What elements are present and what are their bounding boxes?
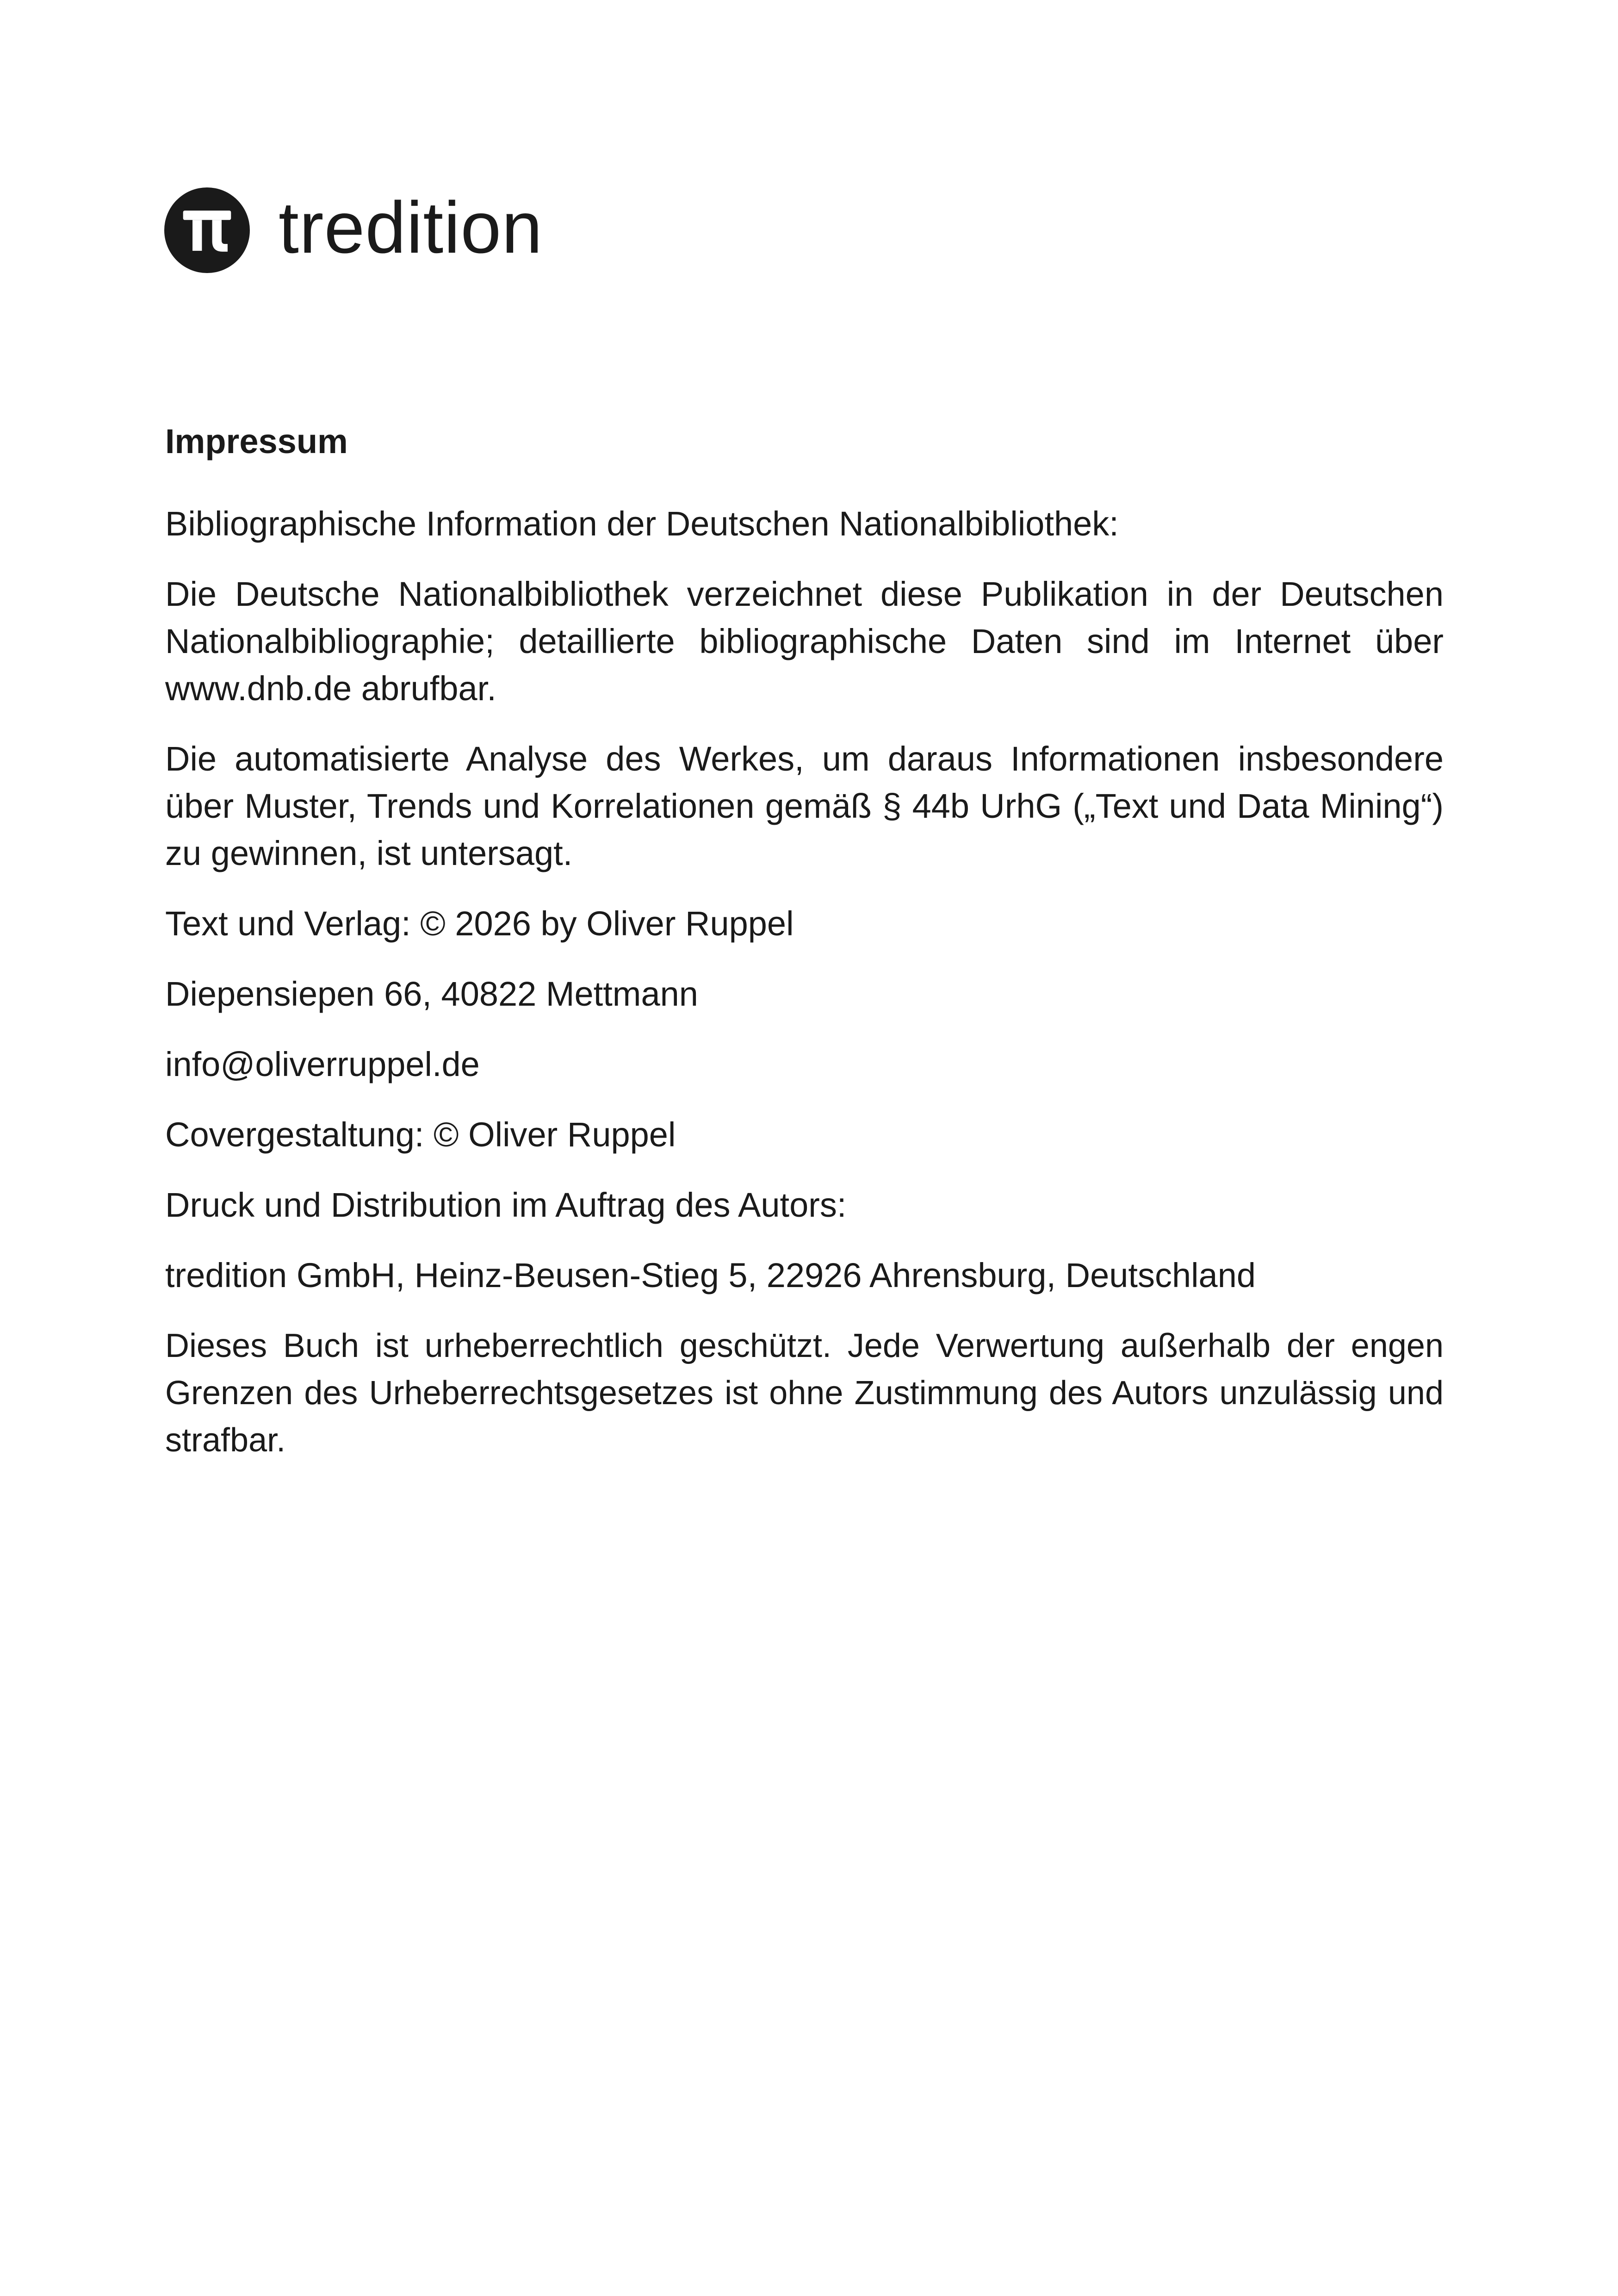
- imprint-paragraph-dnb-info: Die Deutsche Nationalbibliothek verzeichnet diese Publikation in der Deutschen Nationalbibliographie; detaillierte bibliographische Daten sind im Internet über www.dnb.de abrufbar.: [165, 575, 1444, 708]
- imprint-paragraph-distribution: Druck und Distribution im Auftrag des Autors:: [165, 1186, 847, 1224]
- imprint-content: [165, 418, 1444, 1464]
- imprint-paragraph-email: info@oliverruppel.de: [165, 1045, 480, 1083]
- imprint-paragraph-dnb-title: Bibliographische Information der Deutschen Nationalbibliothek:: [165, 504, 1119, 543]
- publisher-logo: [164, 187, 543, 273]
- imprint-heading: Impressum: [165, 422, 348, 460]
- imprint-paragraph-tdm-notice: Die automatisierte Analyse des Werkes, um daraus Informationen insbesondere über Muster, Trends und Korrelationen gemäß § 44b UrhG („Text und Data Mining“) zu gewinnen, ist untersagt.: [165, 740, 1444, 872]
- logo-wordmark: tredition: [279, 187, 543, 268]
- imprint-paragraph-publisher-address: tredition GmbH, Heinz-Beusen-Stieg 5, 22926 Ahrensburg, Deutschland: [165, 1256, 1256, 1294]
- imprint-paragraph-copyright: Text und Verlag: © 2026 by Oliver Ruppel: [165, 904, 794, 943]
- tredition-logo-icon: [164, 187, 250, 273]
- imprint-paragraph-cover: Covergestaltung: © Oliver Ruppel: [165, 1115, 676, 1154]
- imprint-paragraph-address: Diepensiepen 66, 40822 Mettmann: [165, 975, 698, 1013]
- imprint-paragraph-copyright-notice: Dieses Buch ist urheberrechtlich geschützt. Jede Verwertung außerhalb der engen Grenzen des Urheberrechtsgesetzes ist ohne Zustimmung des Autors unzulässig und strafbar.: [165, 1327, 1444, 1459]
